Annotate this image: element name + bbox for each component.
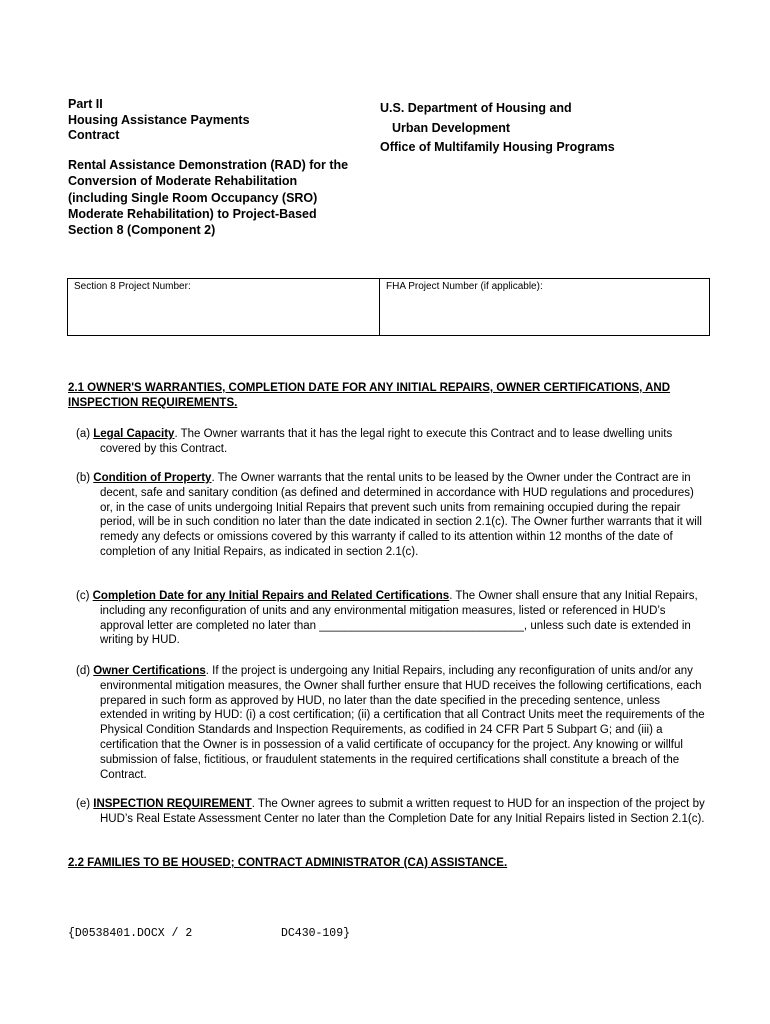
paragraph-marker: (e)	[76, 798, 91, 810]
paragraph-c	[76, 589, 706, 648]
footer-form-id: DC430-109}	[281, 927, 351, 940]
paragraph-lead: Condition of Property	[93, 472, 212, 484]
paragraph-lead: Owner Certifications	[93, 665, 206, 677]
office-name: Office of Multifamily Housing Programs	[380, 140, 615, 154]
department-header	[380, 99, 680, 158]
contract-title-line-2: Contract	[68, 128, 120, 142]
paragraph-a	[76, 427, 706, 457]
paragraph-text: . The Owner warrants that the rental units to be leased by the Owner under the Contract are in decent, safe and sanitary condition (as defined and determined in accordance with HUD regulations and procedures) or, in the case of units undergoing Initial Repairs that prevent such units from remaining occupied during the repair period, will be in such condition no later than the date indicated in section 2.1(c). The Owner further warrants that it will remedy any defects or omissions covered by this warranty if called to its attention within 12 months of the date of completion of any Initial Repairs, as indicated in section 2.1(c).	[100, 472, 702, 558]
paragraph-marker: (a)	[76, 428, 91, 440]
section-2-1-heading: 2.1 OWNER'S WARRANTIES, COMPLETION DATE FOR ANY INITIAL REPAIRS, OWNER CERTIFICATIONS, AND INSPECTION REQUIREMENTS.	[68, 382, 671, 409]
paragraph-b	[76, 471, 706, 560]
project-number-table	[67, 278, 710, 336]
paragraph-text: . The Owner shall ensure that any Initial Repairs, including any reconfiguration of units and any environmental mitigation measures, listed or referenced in HUD’s approval letter are completed no later than ________________________________, unless such date is extended in writing by HUD.	[100, 590, 698, 647]
paragraph-text: . If the project is undergoing any Initial Repairs, including any reconfiguration of units and/or any environmental mitigation measures, the Owner shall further ensure that HUD receives the following certifications, each prepared in such form as approved by HUD, no later than the date specified in the preceding sentence, unless extended in writing by HUD: (i) a cost certification; (ii) a certification that all Contract Units meet the requirements of the Physical Condition Standards and Inspection Requirements, as codified in 24 CFR Part 5 Subpart G; and (iii) a certification that the Owner is in possession of a valid certificate of occupancy for the project. Any knowing or willful submission of false, fictitious, or fraudulent statements in the required certifications shall constitute a breach of the Contract.	[100, 665, 705, 781]
paragraph-text: . The Owner warrants that it has the legal right to execute this Contract and to lease dwelling units covered by this Contract.	[100, 428, 673, 455]
paragraph-marker: (d)	[76, 665, 91, 677]
rad-program-title: Rental Assistance Demonstration (RAD) for the Conversion of Moderate Rehabilitation (including Single Room Occupancy (SRO) Moderate Rehabilitation) to Project-Based Section 8 (Component 2)	[68, 158, 349, 238]
paragraph-lead: Legal Capacity	[93, 428, 175, 440]
section8-project-number-label: Section 8 Project Number:	[74, 281, 191, 292]
fha-project-number-label: FHA Project Number (if applicable):	[386, 281, 543, 292]
part-label: Part II	[68, 97, 103, 111]
paragraph-text: . The Owner agrees to submit a written request to HUD for an inspection of the project by HUD’s Real Estate Assessment Center no later than the Completion Date for any Initial Repairs listed in Section 2.1(c).	[100, 798, 705, 825]
fha-project-number-field[interactable]	[380, 279, 709, 335]
section-2-2-heading: 2.2 FAMILIES TO BE HOUSED; CONTRACT ADMINISTRATOR (CA) ASSISTANCE.	[68, 857, 508, 869]
paragraph-lead: Completion Date for any Initial Repairs and Related Certifications	[92, 590, 450, 602]
paragraph-d	[76, 664, 706, 782]
paragraph-lead: INSPECTION REQUIREMENT	[93, 798, 252, 810]
footer-doc-id: {D0538401.DOCX / 2	[68, 927, 193, 940]
contract-header	[68, 97, 358, 144]
section8-project-number-field[interactable]	[68, 279, 380, 335]
contract-title-line-1: Housing Assistance Payments	[68, 112, 250, 127]
paragraph-e	[76, 797, 706, 827]
paragraph-marker: (b)	[76, 472, 91, 484]
paragraph-marker: (c)	[76, 590, 90, 602]
department-line-1: U.S. Department of Housing and	[380, 101, 572, 115]
department-line-2: Urban Development	[392, 120, 511, 135]
